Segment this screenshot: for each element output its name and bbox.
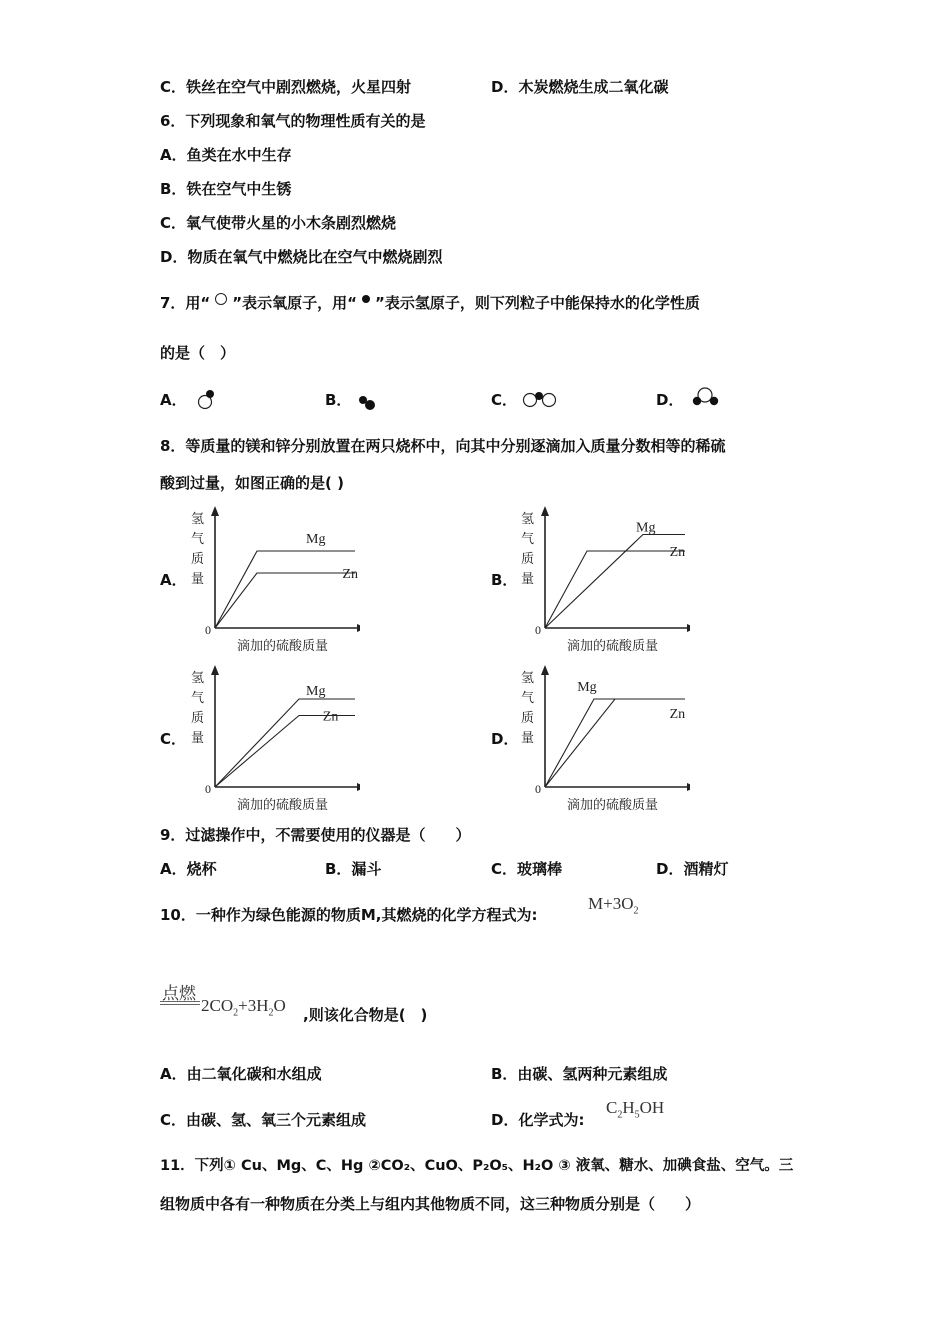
eq-left-sub: 2 [633, 905, 639, 917]
q10-equation-left [588, 894, 638, 916]
eq-right-b: +3H [238, 996, 269, 1015]
y-axis-label-char: 量 [521, 572, 535, 587]
eq-arrow-line-2 [160, 1004, 200, 1005]
q7-molecule-b [356, 392, 380, 414]
series-label-zn: Zn [669, 707, 686, 722]
q9-option-a: A．烧杯 [160, 860, 217, 878]
q7-molecule-c [520, 388, 560, 410]
y-axis-arrow [541, 665, 549, 675]
q8-chart-a [185, 505, 360, 653]
y-axis-arrow [541, 506, 549, 516]
formula-h-sub: 5 [634, 1109, 640, 1121]
y-axis-label-char: 氢 [191, 671, 205, 686]
axis-origin: 0 [205, 623, 211, 637]
y-axis-label-char: 量 [191, 731, 205, 746]
series-label-mg: Mg [306, 684, 326, 699]
q10-stem-end: ,则该化合物是( ) [303, 1006, 428, 1024]
q7-stem-part3: ”表示氢原子，则下列粒子中能保持水的化学性质 [375, 294, 700, 312]
axis-origin: 0 [205, 782, 211, 796]
q10-formula [606, 1098, 664, 1120]
series-line-zn [215, 716, 355, 788]
eq-left-text: M+3O [588, 894, 634, 913]
q10-option-d-label: D．化学式为: [491, 1111, 585, 1129]
series-label-zn: Zn [322, 709, 339, 725]
q8-stem-line1: 8．等质量的镁和锌分别放置在两只烧杯中，向其中分别逐滴加入质量分数相等的稀硫 [160, 437, 726, 455]
q7-molecule-a [196, 386, 220, 412]
q8-label-a: A． [160, 571, 187, 589]
q7-stem-line2: 的是（ ） [160, 344, 236, 362]
formula-h: H [622, 1098, 635, 1117]
q10-option-c: C．由碳、氢、氧三个元素组成 [160, 1111, 367, 1129]
y-axis-label-char: 氢 [521, 671, 535, 686]
q7-stem-part1: 7．用“ [160, 294, 211, 312]
series-line-zn [545, 551, 685, 628]
hydrogen-atom-icon [357, 293, 375, 313]
x-axis-arrow [357, 624, 360, 632]
oxygen-atom-icon [210, 293, 232, 313]
formula-oh: OH [639, 1098, 665, 1117]
q10-stem: 10．一种作为绿色能源的物质M,其燃烧的化学方程式为: [160, 906, 538, 924]
q6-option-a: A．鱼类在水中生存 [160, 146, 292, 164]
formula-c: C [606, 1098, 618, 1117]
q10-option-a: A．由二氧化碳和水组成 [160, 1065, 322, 1083]
x-axis-label: 滴加的硫酸质量 [237, 639, 329, 653]
q7-label-b: B． [325, 391, 352, 409]
q9-option-b: B．漏斗 [325, 860, 382, 878]
y-axis-arrow [211, 506, 219, 516]
y-axis-label-char: 质 [191, 711, 205, 726]
q9-stem: 9．过滤操作中，不需要使用的仪器是（ ） [160, 826, 471, 844]
y-axis-label-char: 量 [521, 731, 535, 746]
q6-option-c: C．氧气使带火星的小木条剧烈燃烧 [160, 214, 397, 232]
q5-option-d: D．木炭燃烧生成二氧化碳 [491, 78, 669, 96]
eq-arrow-line-1 [160, 1001, 200, 1002]
q7-stem [160, 293, 700, 313]
q8-chart-d [515, 664, 690, 812]
q6-stem: 6．下列现象和氧气的物理性质有关的是 [160, 112, 426, 130]
y-axis-label-char: 质 [521, 711, 535, 726]
q10-option-b: B．由碳、氢两种元素组成 [491, 1065, 668, 1083]
q9-option-c: C．玻璃棒 [491, 860, 563, 878]
y-axis-label-char: 氢 [191, 512, 205, 527]
y-axis-label-char: 气 [191, 691, 205, 706]
q8-stem-line2: 酸到过量，如图正确的是( ) [160, 474, 344, 492]
eq-right-c: O [273, 996, 286, 1015]
q10-condition: 点燃 [162, 984, 196, 1003]
series-label-mg: Mg [306, 532, 326, 547]
x-axis-label: 滴加的硫酸质量 [567, 798, 659, 812]
y-axis-label-char: 量 [191, 572, 205, 587]
q7-label-c: C． [491, 391, 518, 409]
series-line-mg [545, 699, 657, 787]
x-axis-label: 滴加的硫酸质量 [567, 639, 659, 653]
series-label-zn: Zn [342, 567, 358, 582]
q11-line1: 11．下列① Cu、Mg、C、Hg ②CO₂、CuO、P₂O₅、H₂O ③ 液氧、糖水、加碘食盐、空气。三 [160, 1158, 794, 1174]
q11-line2: 组物质中各有一种物质在分类上与组内其他物质不同，这三种物质分别是（ ） [160, 1195, 701, 1213]
q8-label-c: C． [160, 730, 187, 748]
q6-option-b: B．铁在空气中生锈 [160, 180, 292, 198]
q10-equation-right [201, 996, 286, 1018]
q7-label-a: A． [160, 391, 187, 409]
axis-origin: 0 [535, 623, 541, 637]
q8-label-d: D． [491, 730, 519, 748]
series-line-zn [545, 699, 685, 787]
q6-option-d: D．物质在氧气中燃烧比在空气中燃烧剧烈 [160, 248, 443, 266]
series-line-mg [215, 551, 355, 628]
q8-chart-b [515, 505, 690, 653]
eq-right-a-sub: 2 [233, 1007, 239, 1019]
q7-stem-part2: ”表示氧原子，用“ [232, 294, 358, 312]
y-axis-label-char: 氢 [521, 512, 535, 527]
series-label-zn: Zn [669, 545, 686, 560]
x-axis-arrow [687, 624, 690, 632]
y-axis-arrow [211, 665, 219, 675]
q5-option-c: C．铁丝在空气中剧烈燃烧，火星四射 [160, 78, 412, 96]
q7-label-d: D． [656, 391, 684, 409]
y-axis-label-char: 气 [521, 532, 535, 547]
q8-chart-c [185, 664, 360, 812]
q8-label-b: B． [491, 571, 518, 589]
q7-molecule-d [688, 384, 722, 410]
q9-option-d: D．酒精灯 [656, 860, 729, 878]
x-axis-label: 滴加的硫酸质量 [237, 798, 329, 812]
y-axis-label-char: 气 [521, 691, 535, 706]
formula-c-sub: 2 [617, 1109, 623, 1121]
x-axis-arrow [357, 783, 360, 791]
y-axis-label-char: 质 [191, 552, 205, 567]
series-line-mg [545, 535, 685, 629]
eq-right-b-sub: 2 [268, 1007, 274, 1019]
series-label-mg: Mg [636, 520, 656, 536]
y-axis-label-char: 质 [521, 552, 535, 567]
y-axis-label-char: 气 [191, 532, 205, 547]
x-axis-arrow [687, 783, 690, 791]
series-label-mg: Mg [577, 680, 597, 695]
eq-right-a: 2CO [201, 996, 234, 1015]
series-line-zn [215, 573, 355, 628]
axis-origin: 0 [535, 782, 541, 796]
